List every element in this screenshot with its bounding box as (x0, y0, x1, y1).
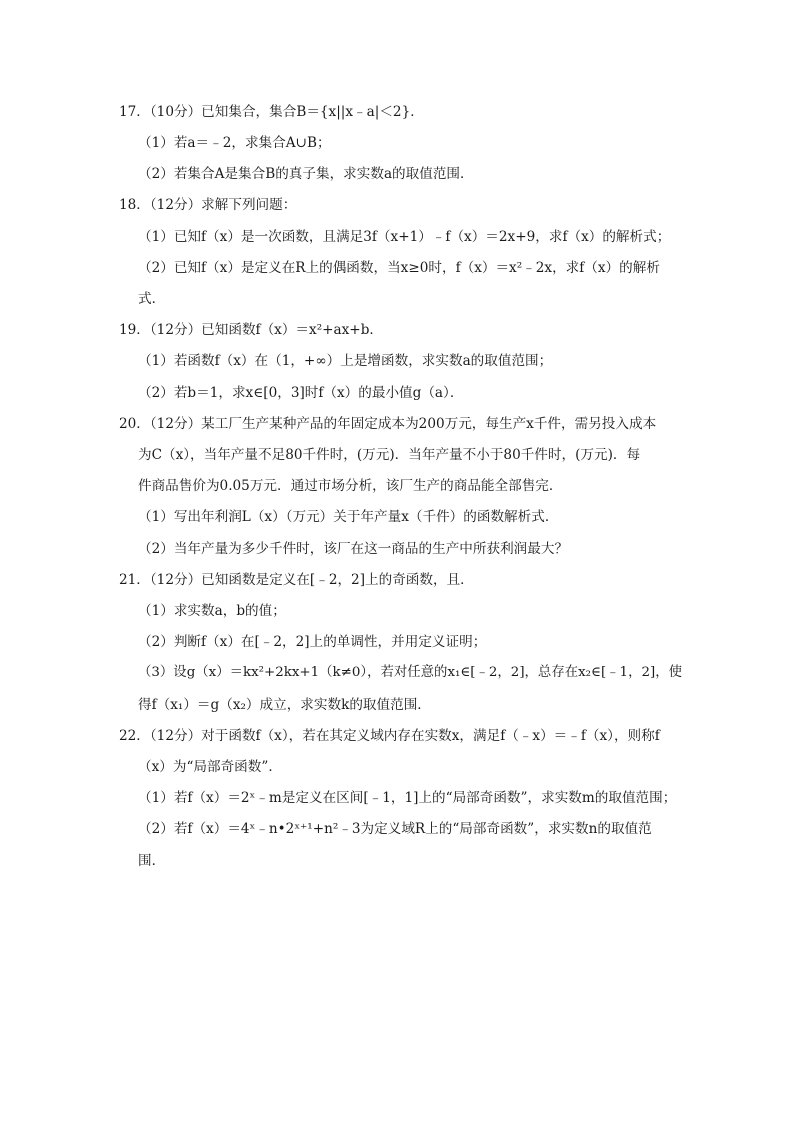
q22-stem-cont: （x）为“局部奇函数”． (138, 759, 282, 775)
q20-stem-cont1: 为C（x），当年产量不足80千件时，(万元)．当年产量不小于80千件时，(万元)．每 (138, 447, 641, 463)
q22-part1: （1）若f（x）＝2ˣ﹣m是定义在区间[﹣1，1]上的“局部奇函数”，求实数m的取值范围； (138, 790, 677, 806)
q20-stem: 20．（12分）某工厂生产某种产品的年固定成本为200万元，每生产x千件，需另投入成本 (119, 416, 657, 432)
q21-part2: （2）判断f（x）在[﹣2，2]上的单调性，并用定义证明； (138, 634, 487, 650)
q17-part2: （2）若集合A是集合B的真子集，求实数a的取值范围． (138, 166, 474, 182)
q20-stem-cont2: 件商品售价为0.05万元．通过市场分析，该厂生产的商品能全部售完． (138, 478, 563, 494)
q17-part1: （1）若a＝﹣2，求集合A∪B； (138, 135, 331, 151)
q22-part2: （2）若f（x）＝4ˣ﹣n•2ˣ⁺¹+n²﹣3为定义域R上的“局部奇函数”，求实数n的取值范 (138, 821, 652, 837)
q21-part3: （3）设g（x）＝kx²+2kx+1（k≠0），若对任意的x₁∈[﹣2，2]，总存在x₂∈[﹣1，2]，使 (138, 665, 682, 680)
q21-part1: （1）求实数a，b的值； (138, 603, 286, 619)
q19-part1: （1）若函数f（x）在（1，+∞）上是增函数，求实数a的取值范围； (138, 353, 553, 369)
q20-part1: （1）写出年利润L（x）（万元）关于年产量x（千件）的函数解析式． (138, 509, 559, 525)
q19-part2: （2）若b＝1，求x∈[0，3]时f（x）的最小值g（a）． (138, 385, 464, 401)
q18-stem: 18．（12分）求解下列问题： (119, 197, 297, 213)
q20-part2: （2）当年产量为多少千件时，该厂在这一商品的生产中所获利润最大？ (138, 541, 569, 557)
q21-part3-cont: 得f（x₁）＝g（x₂）成立，求实数k的取值范围． (138, 697, 431, 713)
q22-part2-cont: 围． (138, 853, 166, 869)
q18-part2-cont: 式． (138, 291, 166, 307)
q19-stem: 19．（12分）已知函数f（x）＝x²+ax+b． (119, 322, 383, 338)
q17-stem: 17．（10分）已知集合，集合B＝{x||x﹣a|＜2}． (119, 104, 424, 120)
q18-part1: （1）已知f（x）是一次函数，且满足3f（x+1）﹣f（x）＝2x+9，求f（x）的解析式； (138, 229, 671, 245)
q21-stem: 21．（12分）已知函数是定义在[﹣2，2]上的奇函数，且． (119, 572, 474, 588)
q22-stem: 22．（12分）对于函数f（x），若在其定义域内存在实数x，满足f（﹣x）＝﹣f（x），则称f (119, 728, 660, 744)
q18-part2: （2）已知f（x）是定义在R上的偶函数，当x≥0时，f（x）＝x²﹣2x，求f（x）的解析 (138, 260, 660, 276)
